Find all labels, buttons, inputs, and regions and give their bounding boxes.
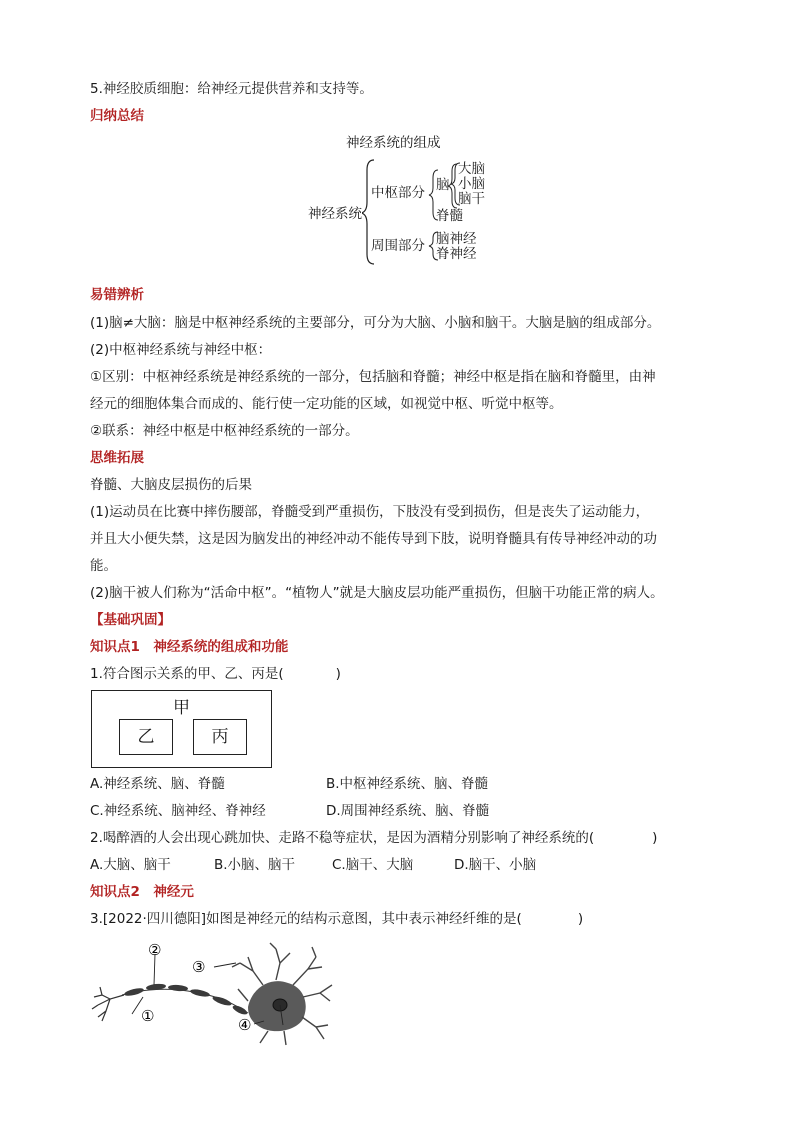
errors-line: ①区别：中枢神经系统是神经系统的一部分，包括脑和脊髓；神经中枢是指在脑和脊髓里，由神 (90, 369, 656, 385)
tree-brain-part: 大脑 (458, 161, 485, 177)
q1-option-b[interactable]: B.中枢神经系统、脑、脊髓 (326, 776, 489, 792)
knowledge-point-2: 知识点2 神经元 (90, 884, 194, 900)
tree-central: 中枢部分 (371, 185, 425, 201)
label-4: ④ (238, 1016, 252, 1034)
thinking-line: 并且大小便失禁，这是因为脑发出的神经冲动不能传导到下肢，说明脊髓具有传导神经冲动的功 (90, 531, 657, 547)
label-3: ③ (192, 958, 206, 976)
tree-spinal-cord: 脊髓 (436, 208, 463, 224)
errors-heading: 易错辨析 (90, 287, 144, 303)
tree-peripheral: 周围部分 (371, 238, 425, 254)
label-1: ① (141, 1007, 155, 1025)
q1-stem (90, 665, 341, 683)
q2-close-paren: ) (652, 830, 658, 846)
q2-option-b[interactable]: B.小脑、脑干 (214, 857, 296, 873)
tree-brain-part: 脑干 (458, 191, 485, 207)
intro-line: 5.神经胶质细胞：给神经元提供营养和支持等。 (90, 81, 373, 97)
q1-left-box: 乙 (119, 719, 173, 755)
errors-line: (1)脑≠大脑：脑是中枢神经系统的主要部分，可分为大脑、小脑和脑干。大脑是脑的组成部分。 (90, 315, 661, 331)
q1-option-a[interactable]: A.神经系统、脑、脊髓 (90, 776, 225, 792)
tree-peripheral-part: 脑神经 (436, 231, 477, 247)
q2-stem (90, 829, 657, 847)
q1-option-c[interactable]: C.神经系统、脑神经、脊神经 (90, 803, 266, 819)
q1-stem-text: 1.符合图示关系的甲、乙、丙是( (90, 666, 284, 682)
label-2: ② (148, 941, 162, 959)
q2-stem-text: 2.喝醉酒的人会出现心跳加快、走路不稳等症状，是因为酒精分别影响了神经系统的( (90, 830, 595, 846)
q1-outer-label: 甲 (173, 698, 190, 718)
summary-heading: 归纳总结 (90, 108, 144, 124)
q2-option-d[interactable]: D.脑干、小脑 (454, 857, 537, 873)
tree-brain: 脑 (436, 177, 450, 193)
basics-heading: 【基础巩固】 (90, 612, 171, 628)
q3-stem-text: 3.[2022·四川德阳]如图是神经元的结构示意图，其中表示神经纤维的是( (90, 911, 522, 927)
q1-option-d[interactable]: D.周围神经系统、脑、脊髓 (326, 803, 490, 819)
neuron-diagram (88, 935, 338, 1050)
q2-option-a[interactable]: A.大脑、脑干 (90, 857, 171, 873)
q1-close-paren: ) (335, 666, 341, 682)
q3-stem (90, 910, 583, 928)
thinking-line: 能。 (90, 558, 117, 574)
tree-root: 神经系统 (308, 206, 362, 222)
diagram-title: 神经系统的组成 (346, 135, 441, 151)
thinking-heading: 思维拓展 (90, 450, 144, 466)
q1-outer-box (91, 690, 272, 768)
knowledge-point-1: 知识点1 神经系统的组成和功能 (90, 639, 289, 655)
thinking-line: (2)脑干被人们称为“活命中枢”。“植物人”就是大脑皮层功能严重损伤，但脑干功能正常的病人。 (90, 585, 664, 601)
q2-option-c[interactable]: C.脑干、大脑 (332, 857, 414, 873)
q3-close-paren: ) (577, 911, 584, 927)
tree-peripheral-part: 脊神经 (436, 246, 477, 262)
axon-terminals (92, 987, 124, 1021)
errors-line: (2)中枢神经系统与神经中枢： (90, 342, 272, 358)
tree-brain-part: 小脑 (458, 176, 485, 192)
q1-right-box: 丙 (193, 719, 247, 755)
thinking-line: 脊髓、大脑皮层损伤的后果 (90, 477, 252, 493)
thinking-line: (1)运动员在比赛中摔伤腰部，脊髓受到严重损伤，下肢没有受到损伤，但是丧失了运动能力， (90, 504, 650, 520)
errors-line: 经元的细胞体集合而成的、能行使一定功能的区域，如视觉中枢、听觉中枢等。 (90, 396, 563, 412)
errors-line: ②联系：神经中枢是中枢神经系统的一部分。 (90, 423, 359, 439)
